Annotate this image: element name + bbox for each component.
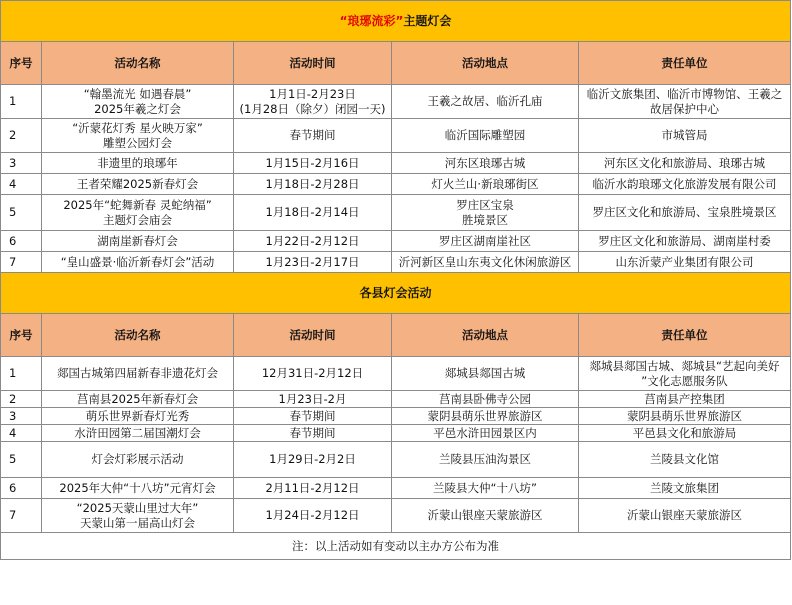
header-time: 活动时间 bbox=[234, 314, 392, 357]
cell-name-line: “沂蒙花灯秀 星火映万家” bbox=[72, 120, 203, 135]
section1-title-quoted: “琅琊流彩” bbox=[339, 13, 404, 28]
cell-name bbox=[42, 408, 234, 425]
cell-no: 6 bbox=[1, 231, 42, 252]
cell-name-line: 王者荣耀2025新春灯会 bbox=[76, 176, 199, 191]
cell-place bbox=[392, 391, 579, 408]
cell-name-line: 2025年大仲“十八坊”元宵灯会 bbox=[59, 480, 216, 495]
cell-time-line: 春节期间 bbox=[289, 425, 336, 440]
cell-name-line: “皇山盛景·临沂新春灯会”活动 bbox=[60, 254, 215, 269]
cell-unit-line: 山东沂蒙产业集团有限公司 bbox=[615, 254, 754, 269]
cell-time-line: 春节期间 bbox=[289, 128, 336, 142]
cell-no: 4 bbox=[1, 425, 42, 442]
cell-unit-line: 兰陵县文化馆 bbox=[650, 452, 719, 466]
cell-name-line: 2025年羲之灯会 bbox=[94, 101, 181, 116]
table-row bbox=[1, 153, 791, 174]
cell-name bbox=[42, 85, 234, 119]
cell-place-line: 罗庄区宝泉 bbox=[456, 197, 514, 212]
cell-unit bbox=[579, 231, 791, 252]
cell-place-line: 沂河新区皇山东夷文化休闲旅游区 bbox=[398, 254, 572, 269]
cell-unit-line: 临沂水韵琅琊文化旅游发展有限公司 bbox=[592, 176, 777, 191]
cell-time bbox=[234, 231, 392, 252]
cell-unit-line: ”文化志愿服务队 bbox=[641, 373, 728, 388]
cell-place-line: 莒南县卧佛寺公园 bbox=[439, 391, 531, 406]
cell-place bbox=[392, 85, 579, 119]
section2-title: 各县灯会活动 bbox=[1, 273, 791, 314]
cell-name bbox=[42, 252, 234, 273]
cell-name bbox=[42, 478, 234, 499]
cell-name-line: “翰墨流光 如遇春晨” bbox=[83, 86, 192, 101]
cell-name bbox=[42, 119, 234, 153]
cell-time bbox=[234, 478, 392, 499]
cell-time bbox=[234, 119, 392, 153]
cell-no: 1 bbox=[1, 357, 42, 391]
cell-name-line: “2025天蒙山里过大年” bbox=[76, 500, 199, 515]
cell-unit-line: 河东区文化和旅游局、琅琊古城 bbox=[604, 155, 765, 170]
cell-place-line: 罗庄区湖南崖社区 bbox=[439, 233, 531, 248]
cell-place bbox=[392, 408, 579, 425]
cell-unit-line: 蒙阴县萌乐世界旅游区 bbox=[627, 408, 742, 423]
header-time: 活动时间 bbox=[234, 42, 392, 85]
cell-place-line: 蒙阴县萌乐世界旅游区 bbox=[427, 408, 543, 423]
cell-place-line: 灯火兰山·新琅琊街区 bbox=[431, 176, 539, 191]
cell-time bbox=[234, 252, 392, 273]
header-unit: 责任单位 bbox=[579, 42, 791, 85]
cell-time-line: 12月31日-2月12日 bbox=[261, 366, 364, 380]
cell-name-line: 水浒田园第二届国潮灯会 bbox=[74, 425, 201, 440]
cell-time-line: 1月22日-2月12日 bbox=[265, 233, 360, 248]
cell-time bbox=[234, 391, 392, 408]
header-unit: 责任单位 bbox=[579, 314, 791, 357]
cell-name bbox=[42, 174, 234, 195]
cell-unit bbox=[579, 85, 791, 119]
cell-place bbox=[392, 119, 579, 153]
header-name: 活动名称 bbox=[42, 314, 234, 357]
cell-time bbox=[234, 195, 392, 231]
cell-unit-line: 市城管局 bbox=[661, 128, 708, 142]
cell-time-line: (1月28日（除夕）闭园一天) bbox=[239, 101, 386, 116]
cell-name bbox=[42, 442, 234, 478]
cell-unit-line: 罗庄区文化和旅游局、宝泉胜境景区 bbox=[592, 205, 777, 219]
cell-time bbox=[234, 174, 392, 195]
header-name: 活动名称 bbox=[42, 42, 234, 85]
cell-unit-line: 临沂文旅集团、临沂市博物馆、王羲之 bbox=[586, 86, 783, 101]
cell-time bbox=[234, 85, 392, 119]
table-row bbox=[1, 231, 791, 252]
cell-unit bbox=[579, 408, 791, 425]
cell-no: 5 bbox=[1, 442, 42, 478]
cell-time bbox=[234, 499, 392, 533]
header-no: 序号 bbox=[1, 42, 42, 85]
cell-time-line: 1月23日-2月17日 bbox=[265, 254, 360, 269]
cell-name bbox=[42, 357, 234, 391]
cell-name-line: 非遗里的琅琊年 bbox=[97, 155, 178, 170]
cell-unit-line: 沂蒙山银座天蒙旅游区 bbox=[627, 508, 742, 522]
cell-name-line: 湖南崖新春灯会 bbox=[97, 233, 178, 248]
note-row bbox=[1, 533, 791, 560]
cell-unit-line: 故居保护中心 bbox=[650, 101, 719, 116]
cell-time-line: 1月29日-2月2日 bbox=[269, 452, 356, 466]
cell-place-line: 兰陵县大仲“十八坊” bbox=[433, 480, 537, 495]
cell-unit-line: 平邑县文化和旅游局 bbox=[632, 425, 737, 440]
cell-no: 7 bbox=[1, 499, 42, 533]
cell-name-line: 灯会灯彩展示活动 bbox=[91, 452, 184, 466]
cell-place bbox=[392, 153, 579, 174]
cell-unit bbox=[579, 478, 791, 499]
cell-name bbox=[42, 153, 234, 174]
table-row bbox=[1, 478, 791, 499]
cell-time-line: 2月11日-2月12日 bbox=[265, 480, 360, 495]
cell-unit-line: 郯城县郯国古城、郯城县“艺起向美好 bbox=[589, 358, 780, 373]
cell-place-line: 郯城县郯国古城 bbox=[444, 366, 526, 380]
cell-name bbox=[42, 391, 234, 408]
section1-header-row bbox=[1, 42, 791, 85]
cell-name-line: 天蒙山第一届高山灯会 bbox=[80, 515, 195, 530]
section2-title-row bbox=[1, 273, 791, 314]
cell-unit-line: 兰陵文旅集团 bbox=[650, 480, 719, 495]
table-row bbox=[1, 119, 791, 153]
cell-place-line: 兰陵县压油沟景区 bbox=[439, 452, 531, 466]
table-row bbox=[1, 425, 791, 442]
cell-unit bbox=[579, 153, 791, 174]
cell-no: 5 bbox=[1, 195, 42, 231]
cell-place-line: 沂蒙山银座天蒙旅游区 bbox=[427, 508, 543, 522]
cell-time-line: 1月15日-2月16日 bbox=[265, 155, 360, 170]
cell-place-line: 王羲之故居、临沂孔庙 bbox=[427, 94, 543, 108]
cell-name-line: 郯国古城第四届新春非遗花灯会 bbox=[57, 366, 218, 380]
cell-no: 3 bbox=[1, 153, 42, 174]
cell-place bbox=[392, 252, 579, 273]
cell-place bbox=[392, 442, 579, 478]
cell-place bbox=[392, 174, 579, 195]
cell-unit bbox=[579, 425, 791, 442]
table-row bbox=[1, 391, 791, 408]
cell-place bbox=[392, 357, 579, 391]
cell-time-line: 1月23日-2月 bbox=[278, 391, 347, 406]
cell-name-line: 莒南县2025年新春灯会 bbox=[76, 391, 199, 406]
table-row bbox=[1, 85, 791, 119]
cell-time bbox=[234, 442, 392, 478]
cell-no: 7 bbox=[1, 252, 42, 273]
cell-unit-line: 莒南县产控集团 bbox=[644, 391, 725, 406]
cell-place-line: 平邑水浒田园景区内 bbox=[433, 425, 537, 440]
cell-no: 1 bbox=[1, 85, 42, 119]
cell-time-line: 1月1日-2月23日 bbox=[269, 86, 356, 101]
cell-time bbox=[234, 408, 392, 425]
cell-name-line: 萌乐世界新春灯光秀 bbox=[85, 408, 190, 423]
cell-time bbox=[234, 357, 392, 391]
cell-name bbox=[42, 425, 234, 442]
section1-title-rest: 主题灯会 bbox=[403, 13, 452, 28]
cell-unit bbox=[579, 119, 791, 153]
cell-unit bbox=[579, 499, 791, 533]
cell-place-line: 胜境景区 bbox=[462, 212, 508, 227]
cell-unit bbox=[579, 195, 791, 231]
header-place: 活动地点 bbox=[392, 314, 579, 357]
cell-place bbox=[392, 499, 579, 533]
cell-time-line: 1月18日-2月28日 bbox=[265, 176, 360, 191]
cell-unit bbox=[579, 174, 791, 195]
cell-name-line: 雕塑公园灯会 bbox=[103, 135, 172, 150]
table-row bbox=[1, 499, 791, 533]
cell-time-line: 春节期间 bbox=[289, 408, 336, 423]
cell-name-line: 2025年“蛇舞新春 灵蛇纳福” bbox=[63, 197, 212, 212]
cell-place bbox=[392, 478, 579, 499]
cell-time-line: 1月24日-2月12日 bbox=[265, 508, 360, 522]
cell-place bbox=[392, 425, 579, 442]
cell-no: 3 bbox=[1, 408, 42, 425]
header-place: 活动地点 bbox=[392, 42, 579, 85]
header-no: 序号 bbox=[1, 314, 42, 357]
section2-header-row bbox=[1, 314, 791, 357]
cell-name bbox=[42, 231, 234, 252]
cell-no: 2 bbox=[1, 391, 42, 408]
cell-unit bbox=[579, 357, 791, 391]
cell-name bbox=[42, 499, 234, 533]
section1-title-row bbox=[1, 1, 791, 42]
cell-place-line: 临沂国际雕塑园 bbox=[444, 128, 526, 142]
cell-time-line: 1月18日-2月14日 bbox=[265, 205, 360, 219]
cell-no: 6 bbox=[1, 478, 42, 499]
cell-place-line: 河东区琅琊古城 bbox=[444, 155, 526, 170]
cell-no: 2 bbox=[1, 119, 42, 153]
table-row bbox=[1, 408, 791, 425]
note-text: 注：以上活动如有变动以主办方公布为准 bbox=[1, 533, 791, 560]
cell-place bbox=[392, 231, 579, 252]
cell-place bbox=[392, 195, 579, 231]
section1-title bbox=[1, 1, 791, 42]
cell-no: 4 bbox=[1, 174, 42, 195]
table-row bbox=[1, 357, 791, 391]
cell-time bbox=[234, 153, 392, 174]
table-row bbox=[1, 174, 791, 195]
cell-name-line: 主题灯会庙会 bbox=[103, 212, 172, 227]
cell-time bbox=[234, 425, 392, 442]
cell-unit bbox=[579, 442, 791, 478]
table-row bbox=[1, 442, 791, 478]
cell-unit-line: 罗庄区文化和旅游局、湖南崖村委 bbox=[598, 233, 771, 248]
cell-unit bbox=[579, 252, 791, 273]
table-row bbox=[1, 195, 791, 231]
table-row bbox=[1, 252, 791, 273]
cell-name bbox=[42, 195, 234, 231]
cell-unit bbox=[579, 391, 791, 408]
